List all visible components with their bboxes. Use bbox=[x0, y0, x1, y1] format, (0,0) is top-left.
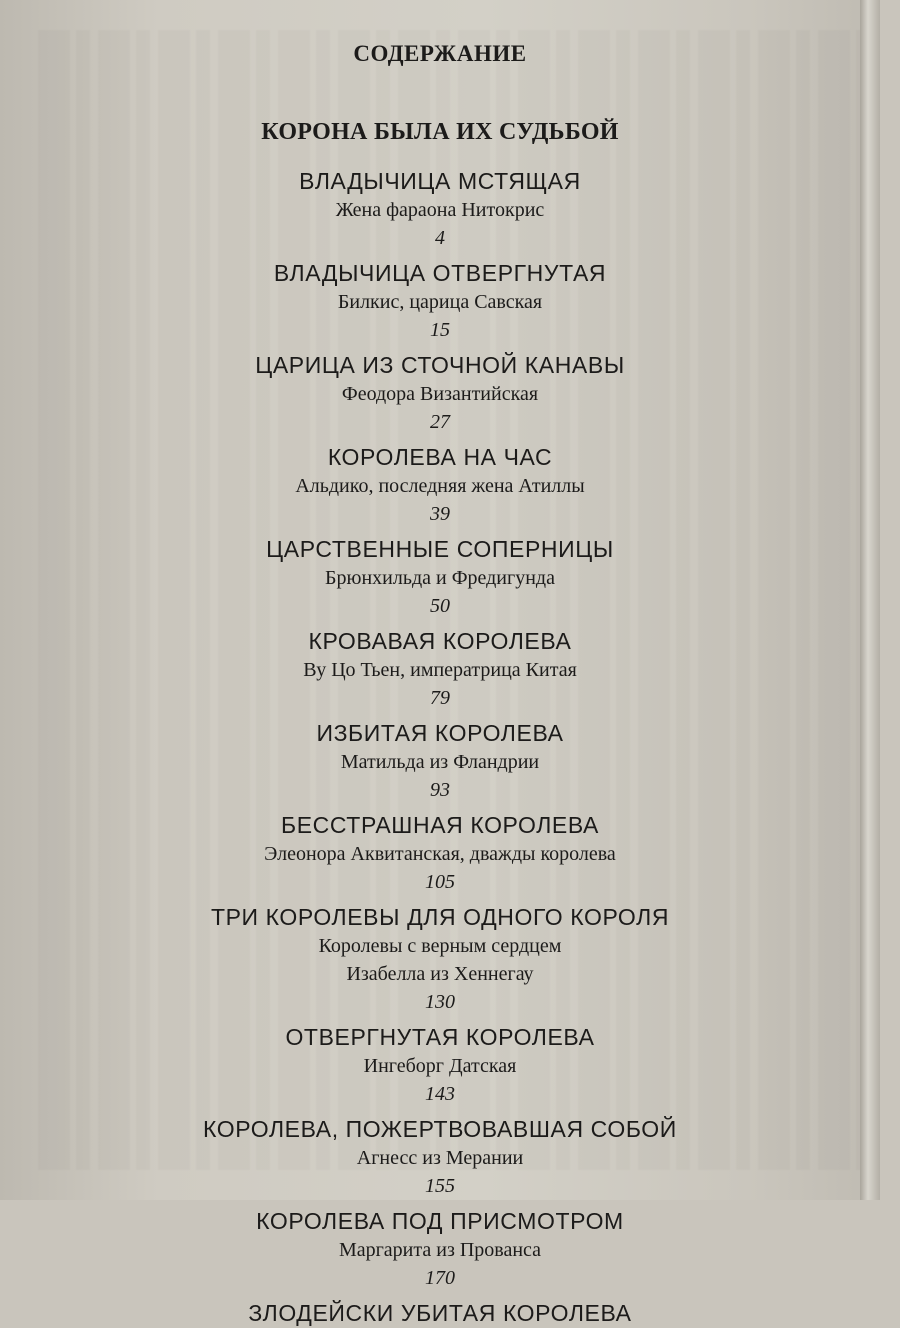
entry-subtitle: Билкис, царица Савская bbox=[337, 291, 543, 313]
entry-page-number: 93 bbox=[430, 779, 450, 801]
entry-subtitle: Ингеборг Датская bbox=[363, 1055, 517, 1077]
entry-page-number: 39 bbox=[430, 503, 450, 525]
entry-subtitle: Матильда из Фландрии bbox=[340, 751, 540, 773]
entry-page-number: 4 bbox=[435, 227, 445, 249]
entry-page-number: 27 bbox=[430, 411, 450, 433]
entry-title: ЦАРИЦА ИЗ СТОЧНОЙ КАНАВЫ bbox=[255, 352, 625, 378]
entry-title: БЕССТРАШНАЯ КОРОЛЕВА bbox=[281, 812, 599, 838]
entry-page-number: 50 bbox=[430, 595, 450, 617]
part-title: КОРОНА БЫЛА ИХ СУДЬБОЙ bbox=[261, 119, 619, 145]
entry-subtitle: Альдико, последняя жена Атиллы bbox=[295, 475, 585, 497]
entry-subtitle: Элеонора Аквитанская, дважды королева bbox=[264, 843, 616, 865]
toc-heading: СОДЕРЖАНИЕ bbox=[353, 41, 527, 66]
toc-entry bbox=[0, 718, 880, 804]
entry-page-number: 155 bbox=[425, 1175, 455, 1197]
entry-subtitle: Жена фараона Нитокрис bbox=[335, 199, 545, 221]
entry-title: ТРИ КОРОЛЕВЫ ДЛЯ ОДНОГО КОРОЛЯ bbox=[210, 904, 670, 930]
entry-subtitle: Изабелла из Хеннегау bbox=[346, 963, 534, 985]
toc-entry bbox=[0, 534, 880, 620]
entry-subtitle: Маргарита из Прованса bbox=[338, 1239, 542, 1261]
toc-entry bbox=[0, 1022, 880, 1108]
toc-entry bbox=[0, 810, 880, 896]
toc-entry-cut-off bbox=[0, 1298, 880, 1328]
entry-title: ВЛАДЫЧИЦА МСТЯЩАЯ bbox=[299, 168, 581, 194]
entry-page-number: 143 bbox=[425, 1083, 455, 1105]
entry-page-number: 105 bbox=[425, 871, 455, 893]
entry-page-number: 79 bbox=[430, 687, 450, 709]
table-of-contents bbox=[0, 36, 880, 1328]
toc-entry bbox=[0, 350, 880, 436]
entry-title: ОТВЕРГНУТАЯ КОРОЛЕВА bbox=[285, 1024, 595, 1050]
toc-entry bbox=[0, 166, 880, 252]
entry-title: КОРОЛЕВА ПОД ПРИСМОТРОМ bbox=[256, 1208, 624, 1234]
toc-entries bbox=[0, 166, 880, 1328]
toc-entry bbox=[0, 902, 880, 1016]
entry-title: КОРОЛЕВА НА ЧАС bbox=[327, 444, 553, 470]
entry-title: ЦАРСТВЕННЫЕ СОПЕРНИЦЫ bbox=[266, 536, 614, 562]
toc-entry bbox=[0, 1114, 880, 1200]
entry-page-number: 130 bbox=[425, 991, 455, 1013]
toc-entry bbox=[0, 626, 880, 712]
entry-title: ИЗБИТАЯ КОРОЛЕВА bbox=[316, 720, 564, 746]
entry-title: ЗЛОДЕЙСКИ УБИТАЯ КОРОЛЕВА bbox=[248, 1300, 632, 1326]
entry-subtitle: Королевы с верным сердцем bbox=[318, 935, 562, 957]
toc-entry bbox=[0, 258, 880, 344]
entry-title: ВЛАДЫЧИЦА ОТВЕРГНУТАЯ bbox=[273, 260, 607, 286]
entry-subtitle: Брюнхильда и Фредигунда bbox=[325, 567, 555, 589]
entry-subtitle: Феодора Византийская bbox=[341, 383, 539, 405]
entry-subtitle: Ву Цо Тьен, императрица Китая bbox=[303, 659, 577, 681]
toc-entry bbox=[0, 442, 880, 528]
entry-title: КОРОЛЕВА, ПОЖЕРТВОВАВШАЯ СОБОЙ bbox=[203, 1116, 677, 1142]
entry-title: КРОВАВАЯ КОРОЛЕВА bbox=[308, 628, 572, 654]
entry-subtitle: Агнесс из Мерании bbox=[356, 1147, 524, 1169]
toc-entry bbox=[0, 1206, 880, 1292]
page-edge bbox=[860, 0, 880, 1200]
entry-page-number: 15 bbox=[430, 319, 450, 341]
entry-page-number: 170 bbox=[425, 1267, 455, 1289]
